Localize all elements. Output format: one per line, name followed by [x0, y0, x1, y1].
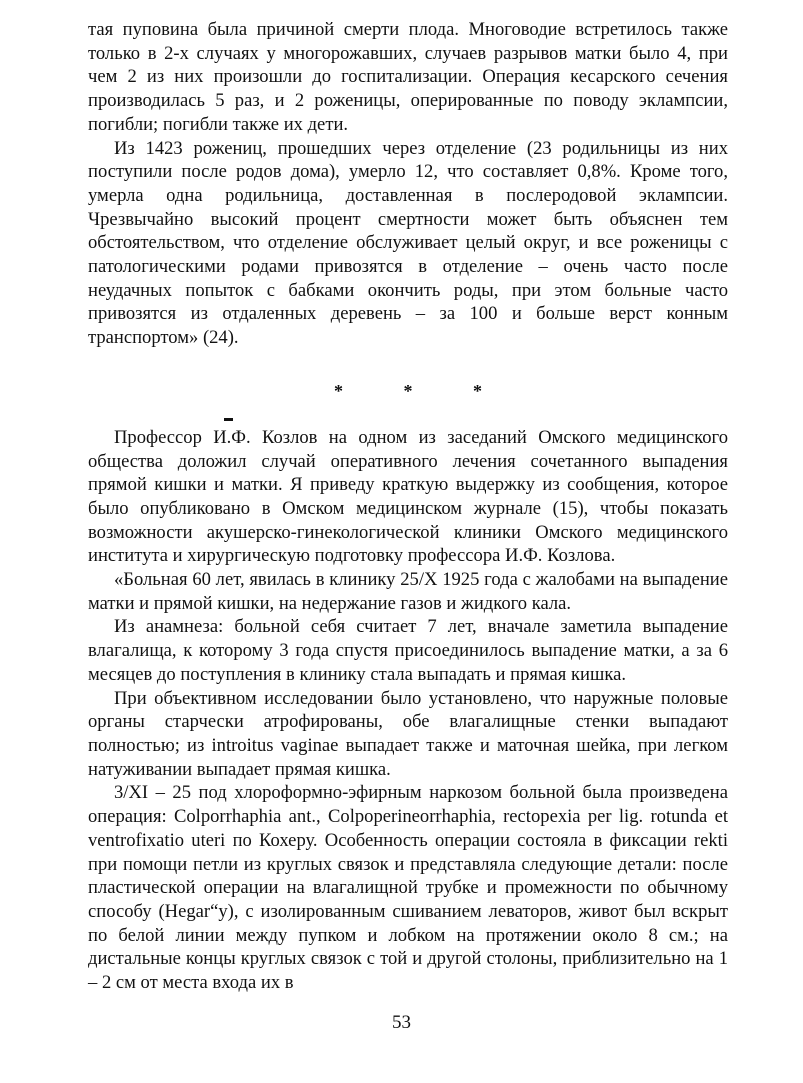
text-column: [88, 18, 728, 995]
paragraph-kozlov-intro: Профессор И.Ф. Козлов на одном из заседаний Омского медицинского общества доложил случай оперативного лечения сочетанного выпадения прямой кишки и матки. Я приведу краткую выдержку из сообщения, которое было опубликовано в Омском медицинском журнале (15), чтобы показать возможности акушерско-гинекологической клиники Омского медицинского института и хирургическую подготовку профессора И.Ф. Козлова.: [88, 426, 728, 567]
paragraph-anamnesis: Из анамнеза: больной себя считает 7 лет, вначале заметила выпадение влагалища, к которому 3 года спустя присоединилось выпадение матки, а за 6 месяцев до поступления в клинику стала выпадать и прямая кишка.: [88, 616, 728, 685]
dash-mark: [224, 410, 234, 426]
paragraph-examination: При объективном исследовании было установлено, что наружные половые органы старчески атрофированы, обе влагалищные стенки выпадают полностью; из introitus vaginae выпадает также и маточная шейка, при легком натуживании выпадает прямая кишка.: [88, 687, 728, 780]
page-number: 53: [392, 1012, 411, 1033]
paragraph-continuation: тая пуповина была причиной смерти плода. Многоводие встретилось также только в 2-х случаях у многорожавших, случаев разрывов матки было 4, при чем 2 из них произошли до госпитализации. Операция кесарского сечения производилась 5 раз, и 2 роженицы, оперированные по поводу эклампсии, погибли; погибли также их дети.: [88, 19, 728, 135]
paragraph-mortality: Из 1423 рожениц, прошедших через отделение (23 родильницы из них поступили после родов дома), умерло 12, что составляет 0,8%. Кроме того, умерла одна родильница, доставленная в послеродовой эклампсии. Чрезвычайно высокий процент смертности может быть объяснен тем обстоятельством, что отделение обслуживает целый округ, и все роженицы с патологическими родами привозятся в отделение – очень часто после неудачных попыток с бабками окончить роды, при этом больные часто привозятся из отдаленных деревень – за 100 и больше верст конным транспортом» (24).: [88, 137, 728, 349]
paragraph-operation: 3/XI – 25 под хлороформно-эфирным наркозом больной была произведена операция: Colporrhaphia ant., Colpoperineorrhaphia, rectopexia per lig. rotunda et ventrofixatio uteri по Кохеру. Особенность операции состояла в фиксации rekti при помощи петли из круглых связок и представляла следующие детали: после пластической операции на влагалищной трубке и промежности по обычному способу (Hegar“y), с изолированным сшиванием леваторов, живот был вскрыт по белой линии между пупком и лобком на протяжении около 8 см.; на дистальные концы круглых связок с той и другой столоны, приблизительно на 1 – 2 см от места входа их в: [88, 782, 728, 994]
section-separator: * * *: [334, 380, 510, 401]
paragraph-patient-complaint: «Больная 60 лет, явилась в клинику 25/X 1925 года с жалобами на выпадение матки и прямой кишки, на недержание газов и жидкого кала.: [88, 569, 728, 614]
